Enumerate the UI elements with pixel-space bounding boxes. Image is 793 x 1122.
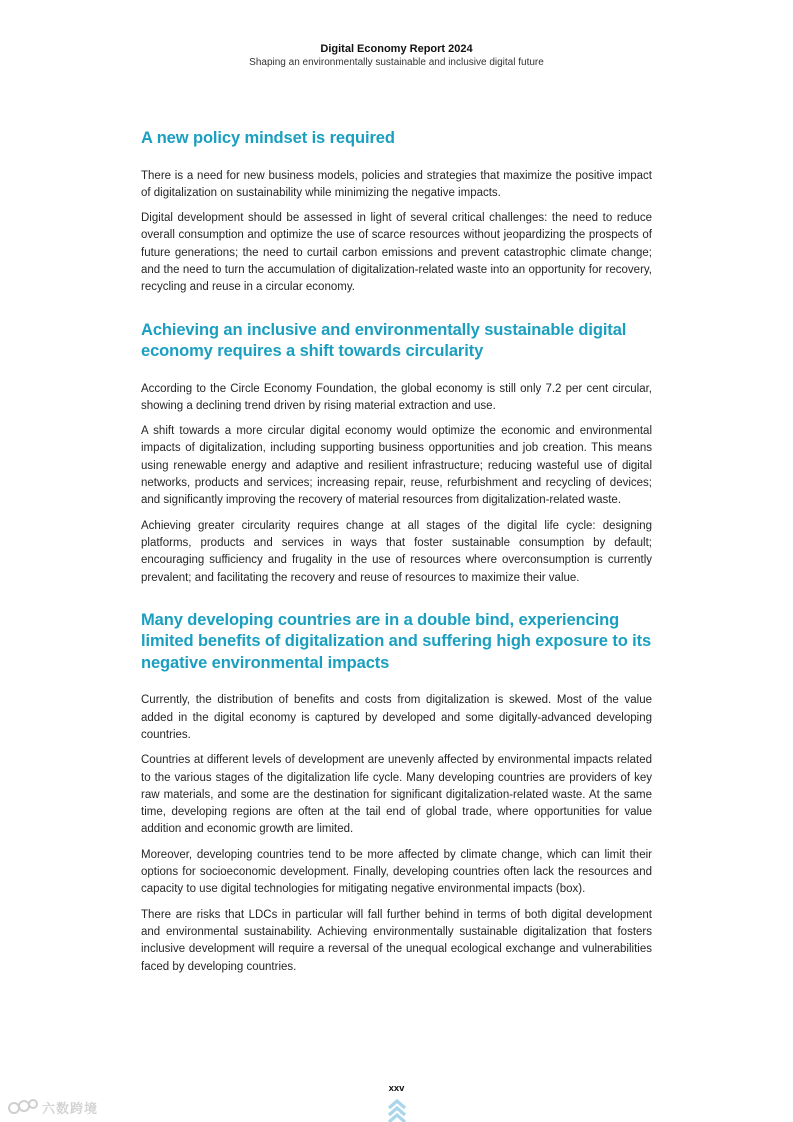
paragraph: Moreover, developing countries tend to be more affected by climate change, which can limit their options for socioeconomic development. Finally, developing countries often lack the resources and capacity to use digital technologies for mitigating negative environmental impacts (box).: [141, 848, 652, 896]
paragraph: Digital development should be assessed in light of several critical challenges: the need to reduce overall consumption and optimize the use of scarce resources without jeopardizing the prospects of future generations; the need to curtail carbon emissions and prevent catastrophic climate change; and the need to turn the accumulation of digitalization-related waste into an opportunity for recovery, recycling and reuse in a circular economy.: [141, 212, 652, 294]
section-policy-mindset: [141, 128, 652, 297]
watermark-text: 六数跨境: [42, 1100, 99, 1116]
section-circularity: [141, 320, 652, 587]
watermark: [8, 1097, 98, 1117]
report-subtitle: Shaping an environmentally sustainable and inclusive digital future: [249, 57, 544, 68]
section-double-bind: [141, 610, 652, 976]
paragraph: Countries at different levels of development are unevenly affected by environmental impacts related to the various stages of the digitalization life cycle. Many developing countries are providers of key raw materials, and some are the destination for significant digitalization-related waste. At the same time, developing regions are often at the tail end of global trade, where opportunities for value addition and economic growth are limited.: [141, 754, 652, 836]
paragraph: A shift towards a more circular digital economy would optimize the economic and environmental impacts of digitalization, including supporting business opportunities and job creation. This means using renewable energy and adaptive and resilient infrastructure; reducing wasteful use of digital networks, products and services; increasing repair, reuse, refurbishment and recycling of devices; and significantly improving the recovery of material resources from digitalization-related waste.: [141, 425, 652, 507]
report-title: Digital Economy Report 2024: [320, 43, 473, 55]
main-content: [141, 128, 652, 984]
running-header: [0, 42, 793, 70]
scroll-up-chevron-icon[interactable]: [386, 1098, 408, 1122]
section-heading: Many developing countries are in a double bind, experiencing limited benefits of digitalization and suffering high exposure to its negative environmental impacts: [141, 610, 652, 672]
section-heading: Achieving an inclusive and environmentally sustainable digital economy requires a shift towards circularity: [141, 320, 627, 361]
paragraph: There is a need for new business models, policies and strategies that maximize the positive impact of digitalization on sustainability while minimizing the negative impacts.: [141, 169, 652, 199]
section-heading: A new policy mindset is required: [141, 129, 395, 147]
page-number: xxv: [388, 1083, 405, 1094]
paragraph: According to the Circle Economy Foundation, the global economy is still only 7.2 per cent circular, showing a declining trend driven by rising material extraction and use.: [141, 382, 652, 412]
paragraph: There are risks that LDCs in particular will fall further behind in terms of both digital development and environmental sustainability. Achieving environmentally sustainable digitalization that fosters inclusive development will require a reversal of the unequal ecological exchange and vulnerabilities faced by developing countries.: [141, 908, 652, 973]
paragraph: Currently, the distribution of benefits and costs from digitalization is skewed. Most of the value added in the digital economy is captured by developed and some digitally-advanced developing countries.: [141, 694, 652, 741]
paragraph: Achieving greater circularity requires change at all stages of the digital life cycle: designing platforms, products and services in ways that foster sustainable consumption by default; encouraging sufficiency and frugality in the use of resources where overconsumption is currently prevalent; and facilitating the recovery and reuse of resources to maximize their value.: [141, 519, 652, 584]
watermark-logo-icon: [8, 1098, 38, 1116]
